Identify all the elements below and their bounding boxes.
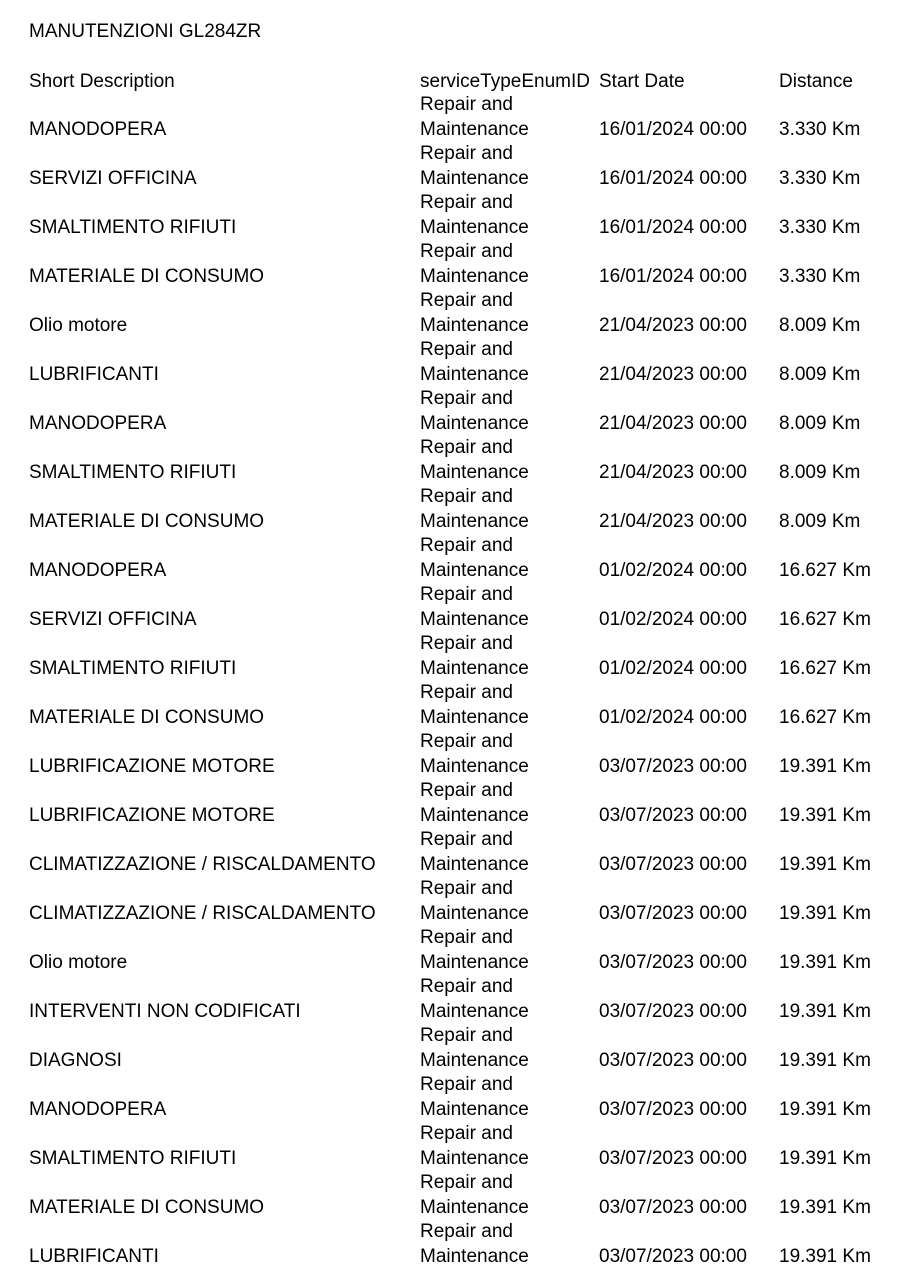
cell-service-type	[420, 1073, 596, 1122]
service-type-line-1: Repair and	[420, 290, 513, 311]
maintenance-table-body	[0, 93, 897, 1269]
cell-distance: 16.627 Km	[779, 560, 871, 581]
cell-service-type	[420, 436, 596, 485]
cell-start-date: 03/07/2023 00:00	[599, 952, 747, 973]
table-row	[0, 240, 897, 289]
cell-start-date: 01/02/2024 00:00	[599, 658, 747, 679]
service-type-line-1: Repair and	[420, 437, 513, 458]
cell-short-description: MANODOPERA	[29, 119, 167, 140]
cell-short-description: Olio motore	[29, 952, 128, 973]
cell-short-description: INTERVENTI NON CODIFICATI	[29, 1001, 301, 1022]
service-type-line-2: Maintenance	[420, 1197, 529, 1218]
table-row	[0, 1171, 897, 1220]
table-row	[0, 534, 897, 583]
table-row	[0, 338, 897, 387]
service-type-line-2: Maintenance	[420, 217, 529, 238]
cell-short-description: SERVIZI OFFICINA	[29, 168, 197, 189]
cell-distance: 19.391 Km	[779, 854, 871, 875]
cell-start-date: 21/04/2023 00:00	[599, 462, 747, 483]
cell-service-type	[420, 1220, 596, 1269]
cell-distance: 8.009 Km	[779, 364, 861, 385]
table-row	[0, 583, 897, 632]
table-row	[0, 975, 897, 1024]
service-type-line-1: Repair and	[420, 388, 513, 409]
service-type-line-1: Repair and	[420, 1221, 513, 1242]
cell-short-description: SMALTIMENTO RIFIUTI	[29, 217, 237, 238]
cell-distance: 19.391 Km	[779, 1099, 871, 1120]
cell-start-date: 01/02/2024 00:00	[599, 560, 747, 581]
service-type-line-2: Maintenance	[420, 511, 529, 532]
cell-short-description: DIAGNOSI	[29, 1050, 122, 1071]
service-type-line-1: Repair and	[420, 1074, 513, 1095]
service-type-line-2: Maintenance	[420, 315, 529, 336]
cell-start-date: 03/07/2023 00:00	[599, 1001, 747, 1022]
service-type-line-1: Repair and	[420, 927, 513, 948]
service-type-line-2: Maintenance	[420, 168, 529, 189]
table-row	[0, 485, 897, 534]
cell-distance: 19.391 Km	[779, 1197, 871, 1218]
cell-distance: 19.391 Km	[779, 1050, 871, 1071]
header-service-type: serviceTypeEnumID	[420, 71, 591, 92]
cell-distance: 19.391 Km	[779, 1246, 871, 1267]
cell-start-date: 21/04/2023 00:00	[599, 413, 747, 434]
cell-distance: 19.391 Km	[779, 952, 871, 973]
cell-short-description: LUBRIFICAZIONE MOTORE	[29, 756, 275, 777]
cell-short-description: SMALTIMENTO RIFIUTI	[29, 1148, 237, 1169]
cell-service-type	[420, 632, 596, 681]
service-type-line-2: Maintenance	[420, 756, 529, 777]
service-type-line-1: Repair and	[420, 633, 513, 654]
service-type-line-1: Repair and	[420, 731, 513, 752]
cell-service-type	[420, 779, 596, 828]
service-type-line-2: Maintenance	[420, 707, 529, 728]
cell-start-date: 03/07/2023 00:00	[599, 805, 747, 826]
cell-distance: 8.009 Km	[779, 511, 861, 532]
header-start-date: Start Date	[599, 71, 685, 92]
cell-distance: 3.330 Km	[779, 168, 861, 189]
service-type-line-2: Maintenance	[420, 952, 529, 973]
cell-short-description: MATERIALE DI CONSUMO	[29, 266, 265, 287]
service-type-line-1: Repair and	[420, 535, 513, 556]
cell-start-date: 03/07/2023 00:00	[599, 1050, 747, 1071]
cell-distance: 19.391 Km	[779, 805, 871, 826]
table-row	[0, 387, 897, 436]
cell-service-type	[420, 828, 596, 877]
service-type-line-1: Repair and	[420, 584, 513, 605]
header-distance: Distance	[779, 71, 853, 92]
cell-distance: 19.391 Km	[779, 756, 871, 777]
cell-start-date: 03/07/2023 00:00	[599, 854, 747, 875]
cell-service-type	[420, 534, 596, 583]
cell-distance: 19.391 Km	[779, 903, 871, 924]
cell-service-type	[420, 338, 596, 387]
table-row	[0, 1220, 897, 1269]
cell-service-type	[420, 583, 596, 632]
cell-start-date: 01/02/2024 00:00	[599, 707, 747, 728]
service-type-line-2: Maintenance	[420, 903, 529, 924]
cell-start-date: 16/01/2024 00:00	[599, 266, 747, 287]
table-row	[0, 779, 897, 828]
cell-service-type	[420, 1122, 596, 1171]
service-type-line-2: Maintenance	[420, 1099, 529, 1120]
table-row	[0, 681, 897, 730]
service-type-line-2: Maintenance	[420, 805, 529, 826]
cell-start-date: 21/04/2023 00:00	[599, 364, 747, 385]
cell-distance: 8.009 Km	[779, 462, 861, 483]
cell-service-type	[420, 142, 596, 191]
table-row	[0, 926, 897, 975]
service-type-line-1: Repair and	[420, 486, 513, 507]
cell-service-type	[420, 485, 596, 534]
cell-service-type	[420, 93, 596, 142]
table-row	[0, 191, 897, 240]
service-type-line-1: Repair and	[420, 1025, 513, 1046]
cell-distance: 8.009 Km	[779, 315, 861, 336]
header-short-description: Short Description	[29, 71, 175, 92]
service-type-line-1: Repair and	[420, 143, 513, 164]
cell-service-type	[420, 926, 596, 975]
cell-service-type	[420, 1024, 596, 1073]
service-type-line-2: Maintenance	[420, 609, 529, 630]
service-type-line-2: Maintenance	[420, 119, 529, 140]
cell-distance: 16.627 Km	[779, 658, 871, 679]
table-row	[0, 1024, 897, 1073]
service-type-line-2: Maintenance	[420, 854, 529, 875]
cell-short-description: LUBRIFICANTI	[29, 1246, 159, 1267]
cell-service-type	[420, 387, 596, 436]
table-row	[0, 828, 897, 877]
cell-start-date: 21/04/2023 00:00	[599, 511, 747, 532]
service-type-line-2: Maintenance	[420, 1246, 529, 1267]
cell-start-date: 01/02/2024 00:00	[599, 609, 747, 630]
cell-short-description: LUBRIFICAZIONE MOTORE	[29, 805, 275, 826]
cell-service-type	[420, 1171, 596, 1220]
service-type-line-1: Repair and	[420, 829, 513, 850]
table-row	[0, 142, 897, 191]
cell-start-date: 21/04/2023 00:00	[599, 315, 747, 336]
cell-start-date: 16/01/2024 00:00	[599, 119, 747, 140]
cell-service-type	[420, 730, 596, 779]
document-title: MANUTENZIONI GL284ZR	[29, 21, 262, 42]
cell-short-description: MANODOPERA	[29, 560, 167, 581]
cell-start-date: 03/07/2023 00:00	[599, 1197, 747, 1218]
service-type-line-1: Repair and	[420, 1123, 513, 1144]
cell-short-description: CLIMATIZZAZIONE / RISCALDAMENTO	[29, 854, 376, 875]
cell-distance: 16.627 Km	[779, 707, 871, 728]
service-type-line-2: Maintenance	[420, 1001, 529, 1022]
cell-short-description: MATERIALE DI CONSUMO	[29, 511, 265, 532]
cell-short-description: Olio motore	[29, 315, 128, 336]
cell-short-description: MATERIALE DI CONSUMO	[29, 1197, 265, 1218]
cell-start-date: 03/07/2023 00:00	[599, 1246, 747, 1267]
table-header-row	[0, 70, 897, 94]
cell-short-description: SMALTIMENTO RIFIUTI	[29, 658, 237, 679]
service-type-line-1: Repair and	[420, 241, 513, 262]
table-row	[0, 1122, 897, 1171]
cell-short-description: SMALTIMENTO RIFIUTI	[29, 462, 237, 483]
cell-short-description: CLIMATIZZAZIONE / RISCALDAMENTO	[29, 903, 376, 924]
service-type-line-1: Repair and	[420, 1172, 513, 1193]
cell-distance: 3.330 Km	[779, 119, 861, 140]
cell-service-type	[420, 289, 596, 338]
cell-short-description: MANODOPERA	[29, 413, 167, 434]
cell-start-date: 16/01/2024 00:00	[599, 217, 747, 238]
service-type-line-1: Repair and	[420, 976, 513, 997]
service-type-line-2: Maintenance	[420, 266, 529, 287]
cell-service-type	[420, 191, 596, 240]
cell-short-description: MANODOPERA	[29, 1099, 167, 1120]
cell-start-date: 16/01/2024 00:00	[599, 168, 747, 189]
service-type-line-1: Repair and	[420, 339, 513, 360]
cell-start-date: 03/07/2023 00:00	[599, 756, 747, 777]
cell-service-type	[420, 240, 596, 289]
service-type-line-1: Repair and	[420, 682, 513, 703]
table-row	[0, 436, 897, 485]
cell-start-date: 03/07/2023 00:00	[599, 1148, 747, 1169]
table-row	[0, 632, 897, 681]
table-row	[0, 93, 897, 142]
service-type-line-1: Repair and	[420, 192, 513, 213]
service-type-line-2: Maintenance	[420, 560, 529, 581]
service-type-line-2: Maintenance	[420, 658, 529, 679]
cell-service-type	[420, 681, 596, 730]
table-row	[0, 289, 897, 338]
service-type-line-2: Maintenance	[420, 1050, 529, 1071]
cell-distance: 19.391 Km	[779, 1001, 871, 1022]
service-type-line-1: Repair and	[420, 780, 513, 801]
service-type-line-2: Maintenance	[420, 1148, 529, 1169]
cell-start-date: 03/07/2023 00:00	[599, 903, 747, 924]
cell-start-date: 03/07/2023 00:00	[599, 1099, 747, 1120]
cell-service-type	[420, 975, 596, 1024]
cell-distance: 3.330 Km	[779, 217, 861, 238]
service-type-line-2: Maintenance	[420, 462, 529, 483]
cell-short-description: MATERIALE DI CONSUMO	[29, 707, 265, 728]
cell-distance: 3.330 Km	[779, 266, 861, 287]
table-row	[0, 730, 897, 779]
cell-distance: 8.009 Km	[779, 413, 861, 434]
table-row	[0, 877, 897, 926]
table-row	[0, 1073, 897, 1122]
cell-short-description: SERVIZI OFFICINA	[29, 609, 197, 630]
cell-distance: 19.391 Km	[779, 1148, 871, 1169]
service-type-line-1: Repair and	[420, 878, 513, 899]
service-type-line-1: Repair and	[420, 94, 513, 115]
cell-short-description: LUBRIFICANTI	[29, 364, 159, 385]
cell-distance: 16.627 Km	[779, 609, 871, 630]
service-type-line-2: Maintenance	[420, 364, 529, 385]
cell-service-type	[420, 877, 596, 926]
service-type-line-2: Maintenance	[420, 413, 529, 434]
